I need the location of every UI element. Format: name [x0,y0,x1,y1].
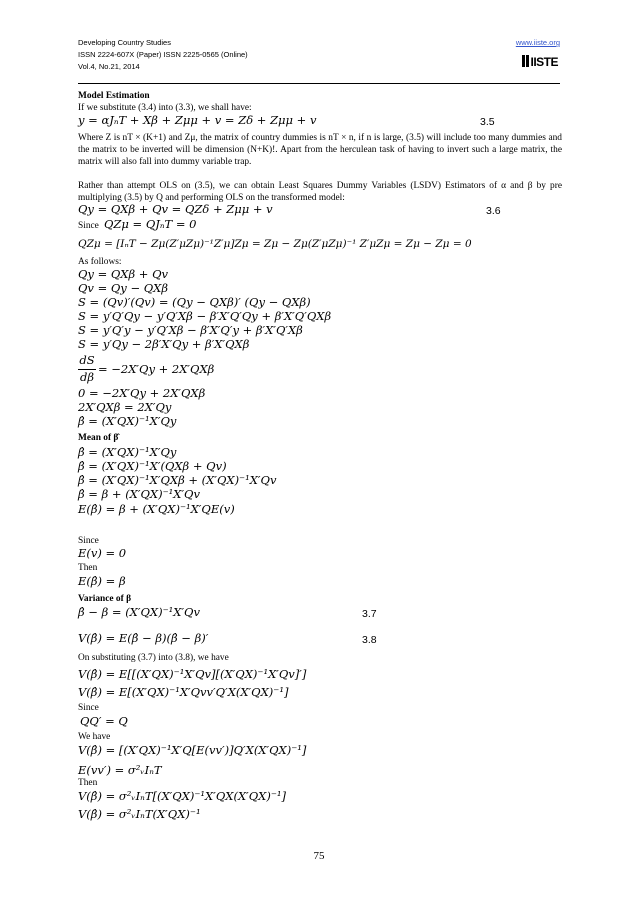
substitution-line-1: V(β̂) = E[[(X′QX)⁻¹X′Qv][(X′QX)⁻¹X′Qv]′] [78,667,307,681]
we-have-line-1: V(β̂) = [(X′QX)⁻¹X′Q[E(vv′)]Q′X(X′QX)⁻¹] [78,743,307,757]
substitution-line-2: V(β̂) = E[(X′QX)⁻¹X′Qvv′Q′X(X′QX)⁻¹] [78,685,289,699]
then-label-1: Then [78,563,98,573]
logo-text: IISTE [530,55,558,69]
we-have-label: We have [78,732,111,742]
journal-name: Developing Country Studies [78,38,171,47]
equation-number-3-5: 3.5 [480,116,495,128]
derivation2-line-2: 2X′QXβ = 2X′Qy [78,400,172,414]
derivation-line-4: S = y′Q′Qy − y′Q′Xβ − β′X′Q′Qy + β′X′Q′QXβ [78,309,332,323]
we-have-line-2: E(vv′) = σ²ᵥIₙT [78,763,162,777]
derivation-line-6: S = y′Qy − 2β′X′Qy + β′X′QXβ [78,337,250,351]
derivation2-line-3: β̂ = (X′QX)⁻¹X′Qy [78,414,177,428]
iiste-logo [522,55,558,69]
derivative-numerator: dS [79,353,95,367]
issn-line: ISSN 2224-607X (Paper) ISSN 2225-0565 (Online) [78,50,248,59]
equation-3-6: Qy = QXβ + Qv = QZδ + Zμμ + v [78,202,273,216]
header-divider [78,83,560,84]
mean-title: Mean of β̂ [78,433,119,443]
as-follows-label: As follows: [78,257,122,267]
equation-3-7: β̂ − β = (X′QX)⁻¹X′Qv [78,605,200,619]
then-label-2: Then [78,778,98,788]
section-title: Model Estimation [78,91,150,101]
equation-3-5: y = αJₙT + Xβ + Zμμ + v = Zδ + Zμμ + v [78,113,317,127]
derivation-line-1: Qy = QXβ + Qv [78,267,169,281]
final-line-2: V(β̂) = σ²ᵥIₙT(X′QX)⁻¹ [78,807,201,821]
paragraph-where: Where Z is nT × (K+1) and Zμ, the matrix of country dummies is nT × n, if n is large, (3.5) will include too many dummies and the matrix to be inverted will be dimension (N+K)!. Apart from the herculean task of having to invert such a large matrix, the matrix will also fall into dummy variable trap. [78,133,562,167]
mean-line-1: β̂ = (X′QX)⁻¹X′Qy [78,445,177,459]
derivation2-line-1: 0 = −2X′Qy + 2X′QXβ [78,386,206,400]
journal-url-link[interactable]: www.iiste.org [515,38,560,47]
equation-qz-expanded: QZμ = [IₙT − Zμ(Z′μZμ)⁻¹Z′μ]Zμ = Zμ − Zμ(Z′μZμ)⁻¹ Z′μZμ = Zμ − Zμ = 0 [78,238,472,250]
mean-line-5: E(β̂) = β + (X′QX)⁻¹X′QE(v) [78,502,235,516]
derivative-denominator: dβ [79,370,94,384]
variance-title: Variance of β [78,594,132,604]
mean-line-2: β̂ = (X′QX)⁻¹X′(QXβ + Qv) [78,459,227,473]
final-line-1: V(β̂) = σ²ᵥIₙT[(X′QX)⁻¹X′QX(X′QX)⁻¹] [78,789,287,803]
paragraph-rather: Rather than attempt OLS on (3.5), we can obtain Least Squares Dummy Variables (LSDV) Estimators of α and β by pre multiplying (3.5) by Q and performing OLS on the transformed model: [78,181,562,203]
since-label-2: Since [78,536,99,546]
equation-number-3-7: 3.7 [362,608,377,620]
equation-ev: E(v) = 0 [78,546,127,560]
equation-qq: QQ′ = Q [80,714,128,728]
equation-number-3-6: 3.6 [486,205,501,217]
substituting-label: On substituting (3.7) into (3.8), we have [78,653,229,663]
equation-eb: E(β̂) = β [78,574,126,588]
mean-line-3: β̂ = (X′QX)⁻¹X′QXβ + (X′QX)⁻¹X′Qv [78,473,277,487]
paragraph-substitute: If we substitute (3.4) into (3.3), we shall have: [78,103,252,113]
derivation-line-5: S = y′Q′y − y′Q′Xβ − β′X′Q′y + β′X′Q′Xβ [78,323,303,337]
derivative-rhs: = −2X′Qy + 2X′QXβ [98,362,215,376]
equation-number-3-8: 3.8 [362,634,377,646]
derivation-line-2: Qv = Qy − QXβ [78,281,169,295]
volume-line: Vol.4, No.21, 2014 [78,62,140,71]
since-label-3: Since [78,703,99,713]
derivation-line-3: S = (Qv)′(Qv) = (Qy − QXβ)′ (Qy − QXβ) [78,295,311,309]
page-number: 75 [313,850,325,862]
equation-qz-zero: QZμ = QJₙT = 0 [104,217,197,231]
since-label-1: Since [78,221,99,231]
mean-line-4: β̂ = β + (X′QX)⁻¹X′Qv [78,487,200,501]
equation-3-8: V(β̂) = E(β̂ − β)(β̂ − β)′ [78,631,209,645]
